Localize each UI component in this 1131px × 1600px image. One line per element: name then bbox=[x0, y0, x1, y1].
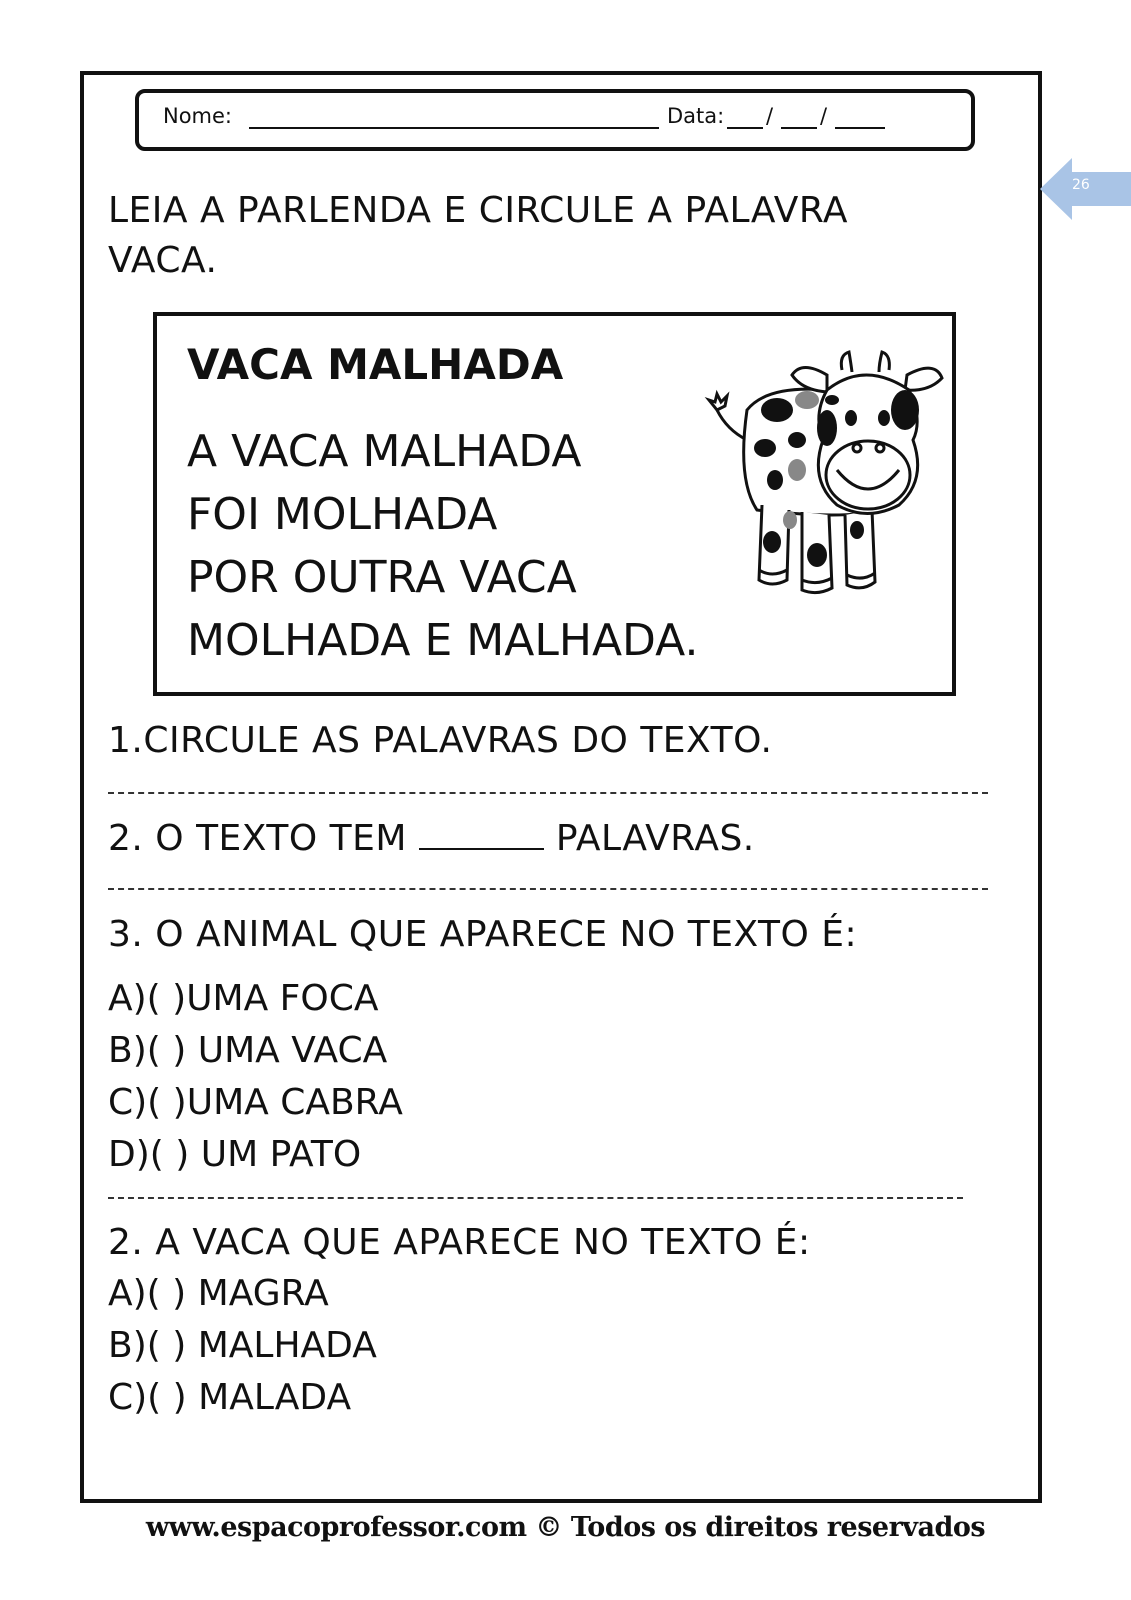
poem-text bbox=[187, 420, 698, 672]
name-date-box bbox=[135, 89, 975, 151]
page-number: 26 bbox=[1072, 177, 1090, 193]
option-a[interactable]: A)( ) MAGRA bbox=[108, 1273, 329, 1314]
option-b[interactable]: B)( ) MALHADA bbox=[108, 1325, 377, 1366]
option-d[interactable]: D)( ) UM PATO bbox=[108, 1134, 362, 1175]
poem-line: POR OUTRA VACA bbox=[187, 552, 577, 603]
cow-illustration bbox=[677, 330, 947, 600]
poem-line: FOI MOLHADA bbox=[187, 489, 498, 540]
option-a[interactable]: A)( )UMA FOCA bbox=[108, 978, 379, 1019]
poem-line: MOLHADA E MALHADA. bbox=[187, 615, 699, 666]
question-3: 3. O ANIMAL QUE APARECE NO TEXTO É: bbox=[108, 914, 858, 955]
dashed-separator bbox=[108, 792, 988, 794]
option-c[interactable]: C)( )UMA CABRA bbox=[108, 1082, 403, 1123]
option-b[interactable]: B)( ) UMA VACA bbox=[108, 1030, 388, 1071]
name-label: Nome: bbox=[163, 104, 233, 128]
name-field[interactable] bbox=[249, 127, 659, 129]
dashed-separator bbox=[108, 1197, 963, 1199]
option-c[interactable]: C)( ) MALADA bbox=[108, 1377, 352, 1418]
footer-copyright: www.espacoprofessor.com © Todos os direitos reservados bbox=[145, 1512, 986, 1543]
question-4: 2. A VACA QUE APARECE NO TEXTO É: bbox=[108, 1222, 811, 1263]
date-year-field[interactable] bbox=[835, 127, 885, 129]
instruction-text: LEIA A PARLENDA E CIRCULE A PALAVRA VACA. bbox=[108, 190, 849, 281]
question-4-options bbox=[108, 1268, 377, 1424]
date-label: Data: bbox=[667, 104, 725, 128]
question-2-end: PALAVRAS. bbox=[555, 818, 755, 859]
date-separator: / bbox=[820, 104, 828, 128]
question-1: 1.CIRCULE AS PALAVRAS DO TEXTO. bbox=[108, 720, 773, 761]
date-separator: / bbox=[766, 104, 774, 128]
question-2 bbox=[108, 818, 755, 859]
date-day-field[interactable] bbox=[727, 127, 763, 129]
date-month-field[interactable] bbox=[781, 127, 817, 129]
question-3-options bbox=[108, 973, 403, 1181]
poem-box bbox=[153, 312, 956, 696]
dashed-separator bbox=[108, 888, 988, 890]
question-2-start: 2. O TEXTO TEM bbox=[108, 818, 407, 859]
poem-title: VACA MALHADA bbox=[187, 340, 564, 389]
poem-line: A VACA MALHADA bbox=[187, 426, 582, 477]
word-count-field[interactable] bbox=[419, 818, 544, 850]
